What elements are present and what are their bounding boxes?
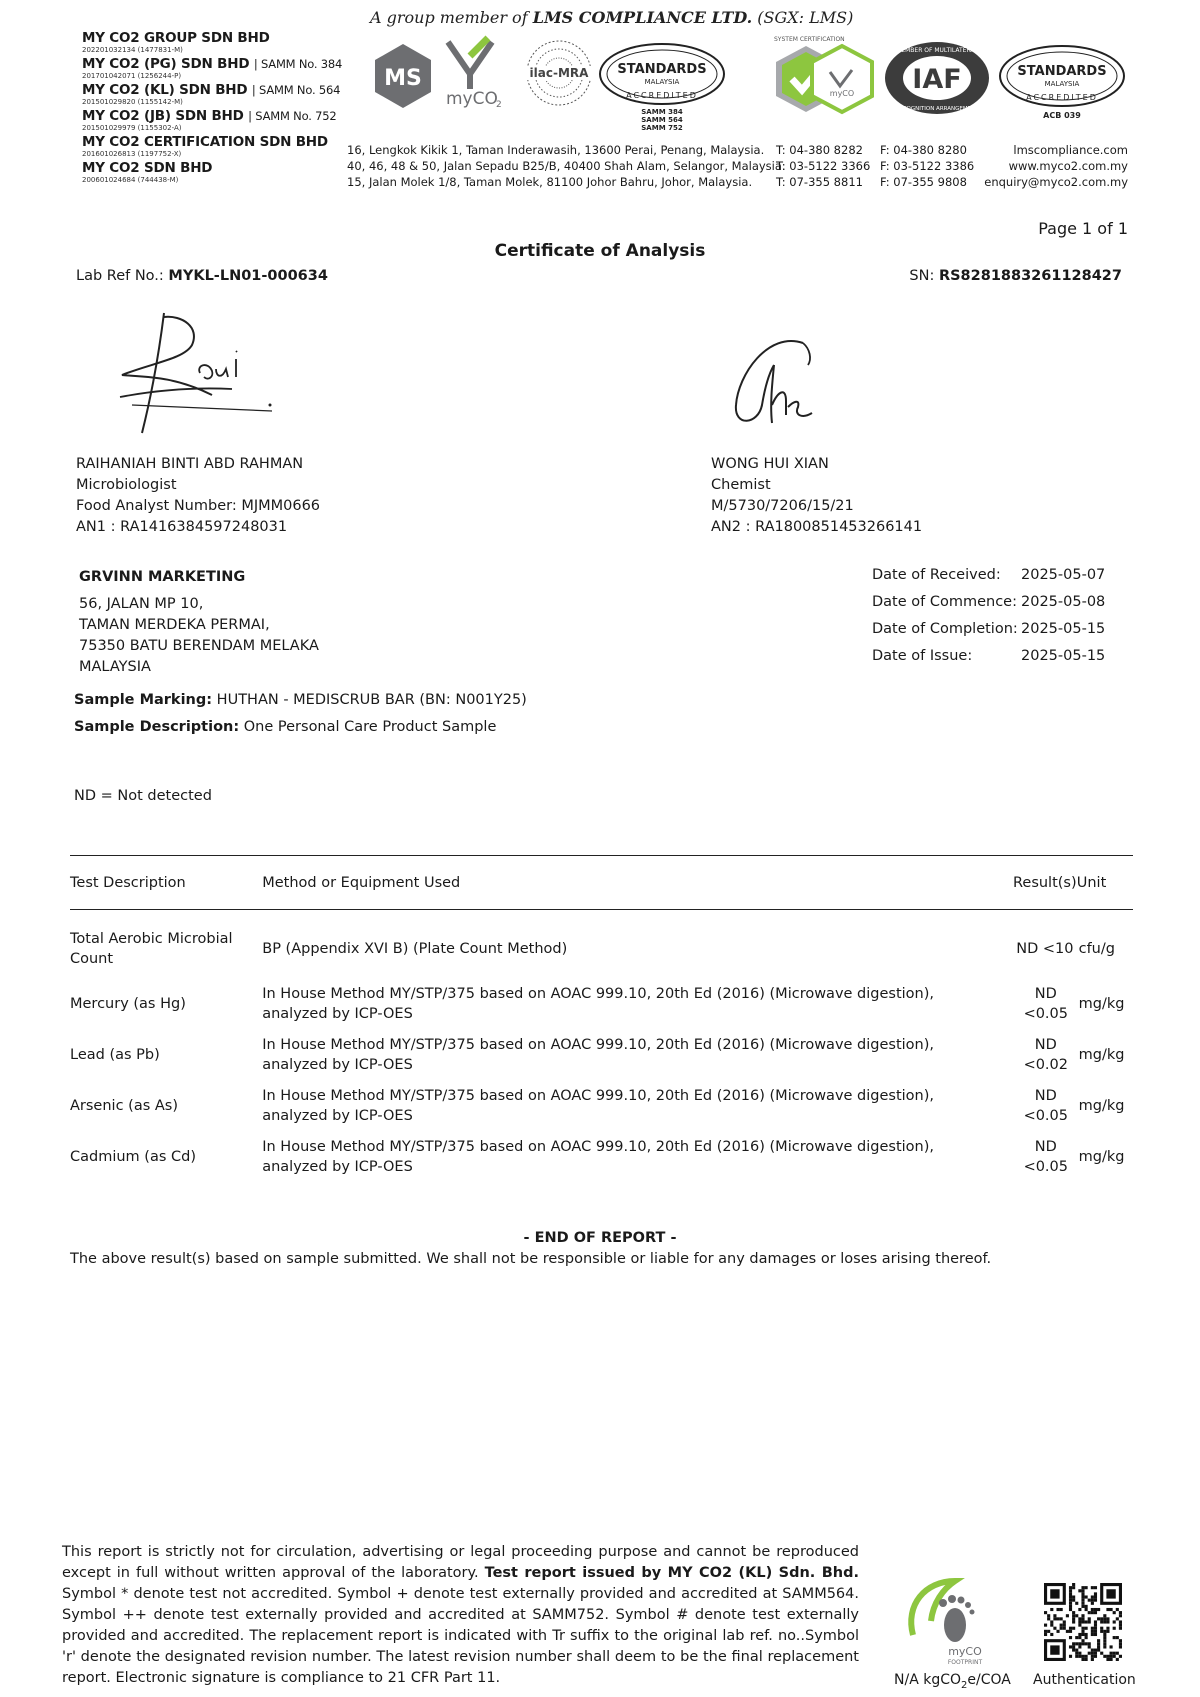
svg-text:FOOTPRINT: FOOTPRINT [947, 1659, 983, 1666]
authentication-caption: Authentication [1033, 1672, 1136, 1688]
results-disclaimer: The above result(s) based on sample submitted. We shall not be responsible or liable for any damages or loses arising thereof. [70, 1251, 992, 1267]
ilac-mra-logo-icon [524, 38, 594, 108]
svg-text:2: 2 [496, 100, 502, 109]
footer-legal-note: This report is strictly not for circulation, advertising or legal proceeding purpose and cannot be reproduced except in full without written approval of the laboratory. Test report issued by MY CO2 (KL) Sdn. Bhd. Symbol * denote test not accredited. Symbol + denote test externally provided and accredited at SAMM564. Symbol ++ denote test externally provided and accredited at SAMM752. Symbol # denote test externally provided and accredited. The replacement report is indicated with Tr suffix to the original lab ref. no..Symbol 'r' denote the designated revision number. The latest revision number shall deem to be the final replacement report. Electronic signature is compliance to 21 CFR Part 11. [62, 1544, 859, 1686]
sample-marking: Sample Marking: HUTHAN - MEDISCRUB BAR (BN: N001Y25) [74, 692, 527, 708]
svg-text:RECOGNITION ARRANGEMENT: RECOGNITION ARRANGEMENT [895, 106, 979, 112]
company-entry: MY CO2 (PG) SDN BHD | SAMM No. 384 201701042071 (1256244-P) [82, 56, 343, 80]
office-phones: T: 04-380 8282 T: 03-5122 3366 T: 07-355 8811 [776, 143, 871, 189]
ms-logo-icon [372, 42, 434, 110]
end-of-report: - END OF REPORT - [523, 1230, 677, 1246]
customer-address-block: GRVINN MARKETING 56, JALAN MP 10, TAMAN MERDEKA PERMAI, 75350 BATU BERENDAM MELAKA MALAYSIA [79, 569, 319, 675]
table-row: Cadmium (as Cd) In House Method MY/STP/375 based on AOAC 999.10, 20th Ed (2016) (Microwave digestion), analyzed by ICP-OES ND <0.05 mg/kg [70, 1139, 1125, 1175]
table-row: Lead (as Pb) In House Method MY/STP/375 based on AOAC 999.10, 20th Ed (2016) (Microwave digestion), analyzed by ICP-OES ND <0.02 mg/kg [70, 1037, 1125, 1073]
company-entry: MY CO2 SDN BHD 200601024684 (744438-M) [82, 160, 213, 184]
svg-text:SYSTEM CERTIFICATION: SYSTEM CERTIFICATION [774, 36, 845, 43]
serial-number: SN: RS8281883261128427 [909, 268, 1122, 284]
page-number: Page 1 of 1 [1038, 219, 1128, 238]
company-entry: MY CO2 (JB) SDN BHD | SAMM No. 752 201501029979 (1155302-A) [82, 108, 337, 132]
svg-text:ACB 039: ACB 039 [1043, 111, 1081, 120]
signature-1 [112, 305, 277, 440]
carbon-footprint-logo-icon [905, 1575, 991, 1667]
svg-text:STANDARDS: STANDARDS [1017, 64, 1107, 79]
table-row: Mercury (as Hg) In House Method MY/STP/375 based on AOAC 999.10, 20th Ed (2016) (Microwave digestion), analyzed by ICP-OES ND <0.05 mg/kg [70, 986, 1125, 1022]
svg-text:ACCREDITED: ACCREDITED [626, 91, 698, 100]
office-addresses: 16, Lengkok Kikik 1, Taman Inderawasih, 13600 Perai, Penang, Malaysia. 40, 46, 48 & 50, Jalan Sepadu B25/B, 40400 Shah Alam, Selangor, Malaysia. 15, Jalan Molek 1/8, Taman Molek, 81100 Johor Bahru, Johor, Malaysia. [347, 143, 786, 189]
date-issue: Date of Issue: 2025-05-15 [872, 648, 1106, 664]
table-row: Total Aerobic Microbial Count BP (Appendix XVI B) (Plate Count Method) ND <10 cfu/g [70, 931, 1115, 967]
lab-ref-number: Lab Ref No.: MYKL-LN01-000634 [76, 268, 328, 284]
company-entry: MY CO2 (KL) SDN BHD | SAMM No. 564 201501029820 (1155142-M) [82, 82, 341, 106]
date-commence: Date of Commence: 2025-05-08 [872, 594, 1106, 610]
company-list [82, 31, 342, 187]
table-row: Arsenic (as As) In House Method MY/STP/375 based on AOAC 999.10, 20th Ed (2016) (Microwave digestion), analyzed by ICP-OES ND <0.05 mg/kg [70, 1088, 1125, 1124]
svg-text:myCO: myCO [829, 89, 855, 98]
myco2-logo-icon [440, 34, 520, 109]
results-table [70, 855, 1133, 1177]
svg-text:ilac-MRA: ilac-MRA [529, 66, 589, 80]
carbon-footprint-caption: N/A kgCO$_2$e/COA [894, 1672, 1011, 1691]
standards-malaysia-logo-icon [597, 42, 727, 134]
system-certification-logo-icon [770, 34, 882, 118]
svg-text:myCO: myCO [948, 1645, 982, 1658]
signer-microbiologist: RAIHANIAH BINTI ABD RAHMAN Microbiologist Food Analyst Number: MJMM0666 AN1 : RA1416384597248031 [76, 456, 321, 535]
standards-malaysia-acb-logo-icon [997, 42, 1127, 128]
date-completion: Date of Completion: 2025-05-15 [872, 621, 1106, 637]
svg-text:SAMM 752: SAMM 752 [641, 124, 683, 132]
iaf-logo-icon [882, 40, 992, 116]
svg-text:IAF: IAF [912, 64, 962, 95]
svg-text:MS: MS [384, 66, 422, 91]
company-entry: MY CO2 CERTIFICATION SDN BHD 201601026813 (1197752-X) [82, 134, 328, 158]
table-header: Test Description Method or Equipment Used Result(s) Unit [70, 874, 1107, 891]
nd-legend: ND = Not detected [74, 788, 212, 804]
svg-text:ACCREDITED: ACCREDITED [1026, 93, 1098, 102]
sample-description: Sample Description: One Personal Care Product Sample [74, 719, 497, 735]
svg-text:myCO: myCO [446, 89, 498, 109]
office-faxes: F: 04-380 8280 F: 03-5122 3386 F: 07-355 9808 [880, 143, 975, 189]
date-block [872, 567, 1105, 675]
svg-text:MALAYSIA: MALAYSIA [1044, 80, 1080, 88]
certificate-title: Certificate of Analysis [494, 241, 706, 261]
svg-text:SAMM 384: SAMM 384 [641, 108, 683, 116]
group-tagline: A group member of LMS COMPLIANCE LTD. (SGX: LMS) [370, 8, 854, 27]
svg-text:MEMBER OF MULTILATERAL: MEMBER OF MULTILATERAL [896, 47, 978, 54]
authentication-qr-code[interactable] [1044, 1583, 1122, 1661]
svg-text:SAMM 564: SAMM 564 [641, 116, 683, 124]
svg-text:STANDARDS: STANDARDS [617, 62, 707, 77]
signature-2 [728, 335, 828, 435]
company-entry: MY CO2 GROUP SDN BHD 202201032134 (1477831-M) [82, 30, 270, 54]
date-received: Date of Received: 2025-05-07 [872, 567, 1106, 583]
contact-websites: lmscompliance.com www.myco2.com.my enquiry@myco2.com.my [984, 143, 1128, 189]
signer-chemist: WONG HUI XIAN Chemist M/5730/7206/15/21 AN2 : RA1800851453266141 [711, 456, 923, 535]
svg-text:MALAYSIA: MALAYSIA [644, 78, 680, 86]
accreditation-logos [372, 34, 1132, 134]
